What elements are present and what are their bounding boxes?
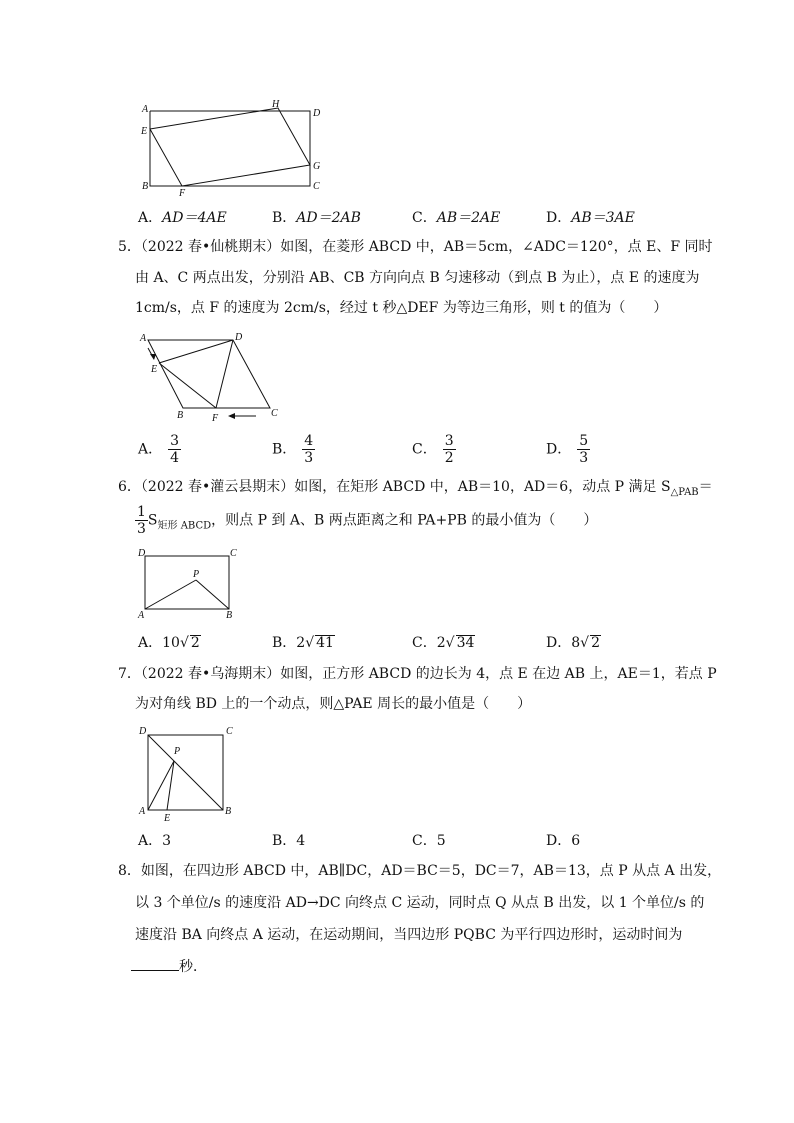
q5-rhombus (148, 340, 270, 408)
q7-label-A: A (139, 806, 146, 817)
q5-option-b[interactable]: B． $\frac{4}{3}$ (272, 433, 314, 466)
q5-segment-DF (216, 340, 233, 408)
q4-option-a[interactable]: A．AD＝4AE (138, 210, 227, 226)
q4-label-D: D (313, 108, 321, 119)
q6-option-d[interactable]: D．8√ 2 (546, 635, 600, 651)
q4-label-B: B (142, 181, 149, 192)
q5-option-d[interactable]: D． $\frac{5}{3}$ (546, 433, 589, 466)
q7-option-b[interactable]: B．4 (272, 833, 306, 849)
q7-text-line-1: 7．（2022 春•乌海期末）如图，正方形 ABCD 的边长为 4，点 E 在边 AB 上，AE＝1，若点 P (118, 666, 717, 682)
q7-label-D: D (139, 726, 147, 737)
q4-figure (138, 98, 328, 198)
q8-text-line-4: 秒． (131, 957, 207, 977)
q5-option-c[interactable]: C． $\frac{3}{2}$ (412, 433, 454, 466)
q4-label-H: H (272, 99, 280, 110)
q6-option-a[interactable]: A．10√ 2 (138, 635, 200, 651)
q7-label-C: C (226, 726, 233, 737)
q6-label-A: A (138, 610, 145, 621)
q4-option-c[interactable]: C．AB＝2AE (412, 210, 501, 226)
q8-answer-blank[interactable] (131, 958, 179, 971)
q6-rectangle (145, 556, 229, 609)
q5-label-C: C (271, 408, 278, 419)
q5-text-line-2: 由 A、C 两点出发，分别沿 AB、CB 方向向点 B 匀速移动（到点 B 为止），点 E 的速度为 (135, 270, 700, 286)
q5-arrowhead-F (228, 413, 235, 419)
q4-label-G: G (313, 161, 321, 172)
q6-text-line-1: 6．（2022 春•灌云县期末）如图，在矩形 ABCD 中，AB＝10，AD＝6，动点 P 满足 $S_{\triangle PAB}=$ (118, 479, 713, 498)
q5-text-line-3: 1cm/s，点 F 的速度为 2cm/s，经过 t 秒△DEF 为等边三角形，则 t 的值为（ ） (135, 300, 668, 316)
q8-text-line-1: 8．如图，在四边形 ABCD 中，AB∥DC，AD＝BC＝5，DC＝7，AB＝13，点 P 从点 A 出发， (118, 863, 722, 879)
q7-figure (138, 724, 248, 824)
q4-option-b[interactable]: B．AD＝2AB (272, 210, 361, 226)
q4-label-C: C (313, 181, 320, 192)
q5-segment-DE (159, 340, 233, 363)
q4-label-F: F (179, 188, 186, 199)
q5-label-E: E (151, 364, 158, 375)
q6-label-B: B (226, 610, 233, 621)
q6-segment-PB (196, 580, 229, 609)
q6-option-c[interactable]: C．2√ 34 (412, 635, 475, 651)
q6-label-D: D (138, 548, 146, 559)
q5-text-line-1: 5．（2022 春•仙桃期末）如图，在菱形 ABCD 中，AB＝5cm，∠ADC＝120°，点 E、F 同时 (118, 239, 713, 255)
q5-arrowhead-E (150, 354, 156, 360)
q6-option-b[interactable]: B．2√ 41 (272, 635, 334, 651)
q7-label-E: E (164, 813, 171, 824)
q6-figure (138, 546, 248, 621)
q6-segment-PA (145, 580, 196, 609)
q5-label-B: B (177, 410, 184, 421)
q4-option-d[interactable]: D．AB＝3AE (546, 210, 635, 226)
q4-label-E: E (141, 126, 148, 137)
q4-parallelogram (150, 108, 310, 186)
q7-option-a[interactable]: A．3 (138, 833, 172, 849)
q5-label-F: F (212, 413, 219, 424)
q5-option-a[interactable]: A． $\frac{3}{4}$ (138, 433, 180, 466)
q8-text-line-3: 速度沿 BA 向终点 A 运动，在运动期间，当四边形 PQBC 为平行四边形时，运动时间为 (135, 927, 683, 943)
q6-text-line-2: $\frac{1}{3}$ $S_{矩形 ABCD}$，则点 P 到 A、B 两点距离之和 PA+PB 的最小值为（ ） (137, 504, 598, 537)
q5-figure (138, 332, 288, 427)
q5-segment-EF (159, 363, 216, 408)
q5-label-A: A (140, 333, 147, 344)
q7-text-line-2: 为对角线 BD 上的一个动点，则△PAE 周长的最小值是（ ） (135, 696, 532, 712)
q6-label-P: P (193, 569, 200, 580)
q7-option-d[interactable]: D．6 (546, 833, 581, 849)
q8-text-line-2: 以 3 个单位/s 的速度沿 AD→DC 向终点 C 运动，同时点 Q 从点 B 出发，以 1 个单位/s 的 (135, 895, 705, 911)
q7-label-B: B (225, 806, 232, 817)
q7-label-P: P (174, 746, 181, 757)
q6-label-C: C (230, 548, 237, 559)
q4-label-A: A (142, 104, 149, 115)
q7-diagonal-BD (148, 735, 223, 810)
q7-option-c[interactable]: C．5 (412, 833, 446, 849)
q5-label-D: D (235, 332, 243, 343)
